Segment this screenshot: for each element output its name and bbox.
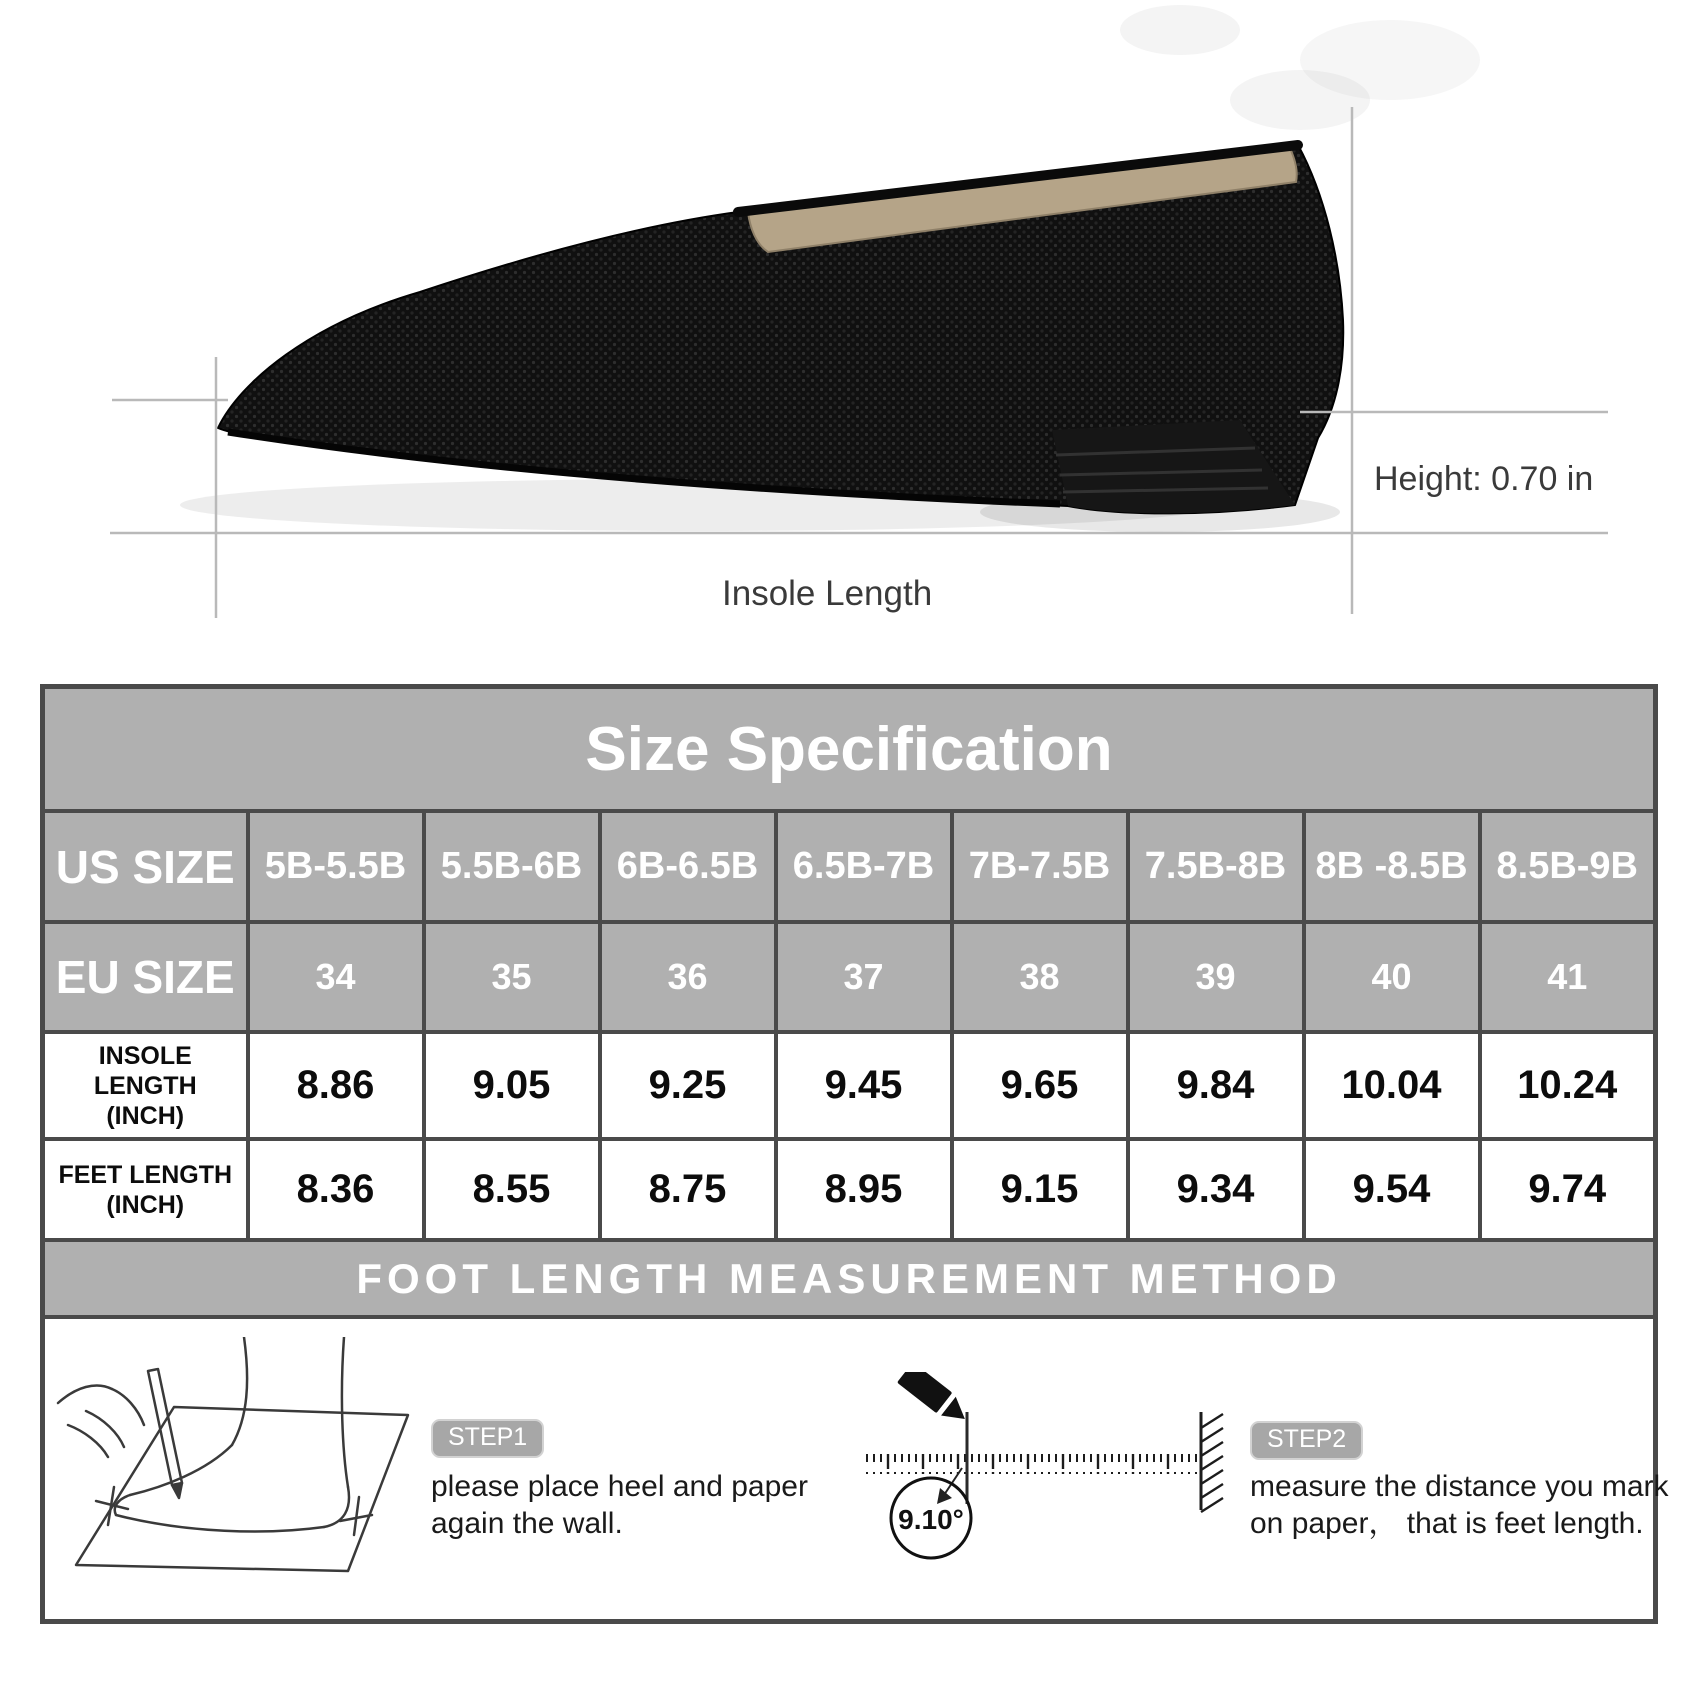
eu-size-row-label: EU SIZE — [43, 922, 248, 1032]
measurement-method-panel — [43, 1317, 1669, 1622]
foot-tracing-illustration — [56, 1337, 421, 1577]
us-size-cell: 6B-6.5B — [600, 811, 776, 922]
shoe-photo — [0, 0, 1700, 660]
us-size-cell: 6.5B-7B — [776, 811, 952, 922]
angle-value: 9.10° — [898, 1504, 964, 1535]
us-size-cell: 8.5B-9B — [1480, 811, 1656, 922]
method-header: FOOT LENGTH MEASUREMENT METHOD — [43, 1240, 1656, 1317]
angle-arrowhead — [937, 1488, 952, 1504]
insole-length-row-label: INSOLE LENGTH (INCH) — [43, 1032, 248, 1139]
size-spec-table — [40, 684, 1669, 1624]
insole-length-cell: 9.84 — [1128, 1032, 1304, 1139]
eu-size-cell: 39 — [1128, 922, 1304, 1032]
eu-size-cell: 38 — [952, 922, 1128, 1032]
feet-length-row-label: FEET LENGTH (INCH) — [43, 1139, 248, 1240]
feet-length-cell: 9.15 — [952, 1139, 1128, 1240]
table-title: Size Specification — [43, 687, 1656, 812]
us-size-cell: 7B-7.5B — [952, 811, 1128, 922]
insole-length-cell: 9.25 — [600, 1032, 776, 1139]
step1-badge: STEP1 — [431, 1419, 544, 1458]
eu-size-cell: 41 — [1480, 922, 1656, 1032]
photo-background-smudge — [1120, 5, 1240, 55]
photo-background-smudge — [1300, 20, 1480, 100]
insole-length-cell: 10.24 — [1480, 1032, 1656, 1139]
insole-length-cell: 9.65 — [952, 1032, 1128, 1139]
ruler-marking-diagram — [851, 1372, 1231, 1567]
pencil-icon — [148, 1369, 182, 1485]
us-size-row-label: US SIZE — [43, 811, 248, 922]
us-size-cell: 8B -8.5B — [1304, 811, 1480, 922]
eu-size-cell: 34 — [248, 922, 424, 1032]
eu-size-cell: 40 — [1304, 922, 1480, 1032]
insole-length-cell: 9.05 — [424, 1032, 600, 1139]
us-size-cell: 5B-5.5B — [248, 811, 424, 922]
feet-length-cell: 8.95 — [776, 1139, 952, 1240]
insole-length-cell: 8.86 — [248, 1032, 424, 1139]
ruler-ticks — [866, 1454, 1199, 1474]
eu-size-cell: 35 — [424, 922, 600, 1032]
insole-length-cell: 10.04 — [1304, 1032, 1480, 1139]
feet-length-cell: 9.74 — [1480, 1139, 1656, 1240]
paper-outline — [76, 1407, 408, 1571]
us-size-cell: 5.5B-6B — [424, 811, 600, 922]
eu-size-cell: 37 — [776, 922, 952, 1032]
eu-size-cell: 36 — [600, 922, 776, 1032]
feet-length-cell: 8.75 — [600, 1139, 776, 1240]
insole-length-cell: 9.45 — [776, 1032, 952, 1139]
wall-icon — [1201, 1412, 1223, 1512]
step2-badge: STEP2 — [1250, 1421, 1363, 1460]
insole-length-label: Insole Length — [722, 574, 933, 613]
pencil-tip — [172, 1483, 182, 1498]
us-size-cell: 7.5B-8B — [1128, 811, 1304, 922]
feet-length-cell: 8.55 — [424, 1139, 600, 1240]
feet-length-cell: 8.36 — [248, 1139, 424, 1240]
feet-length-cell: 9.54 — [1304, 1139, 1480, 1240]
step2-text: measure the distance you mark on paper， that is feet length. — [1250, 1470, 1669, 1540]
step1-text: please place heel and paper again the wall. — [431, 1470, 808, 1540]
marker-pencil-icon — [897, 1372, 973, 1429]
feet-length-cell: 9.34 — [1128, 1139, 1304, 1240]
heel-height-label: Height: 0.70 in — [1374, 460, 1594, 498]
